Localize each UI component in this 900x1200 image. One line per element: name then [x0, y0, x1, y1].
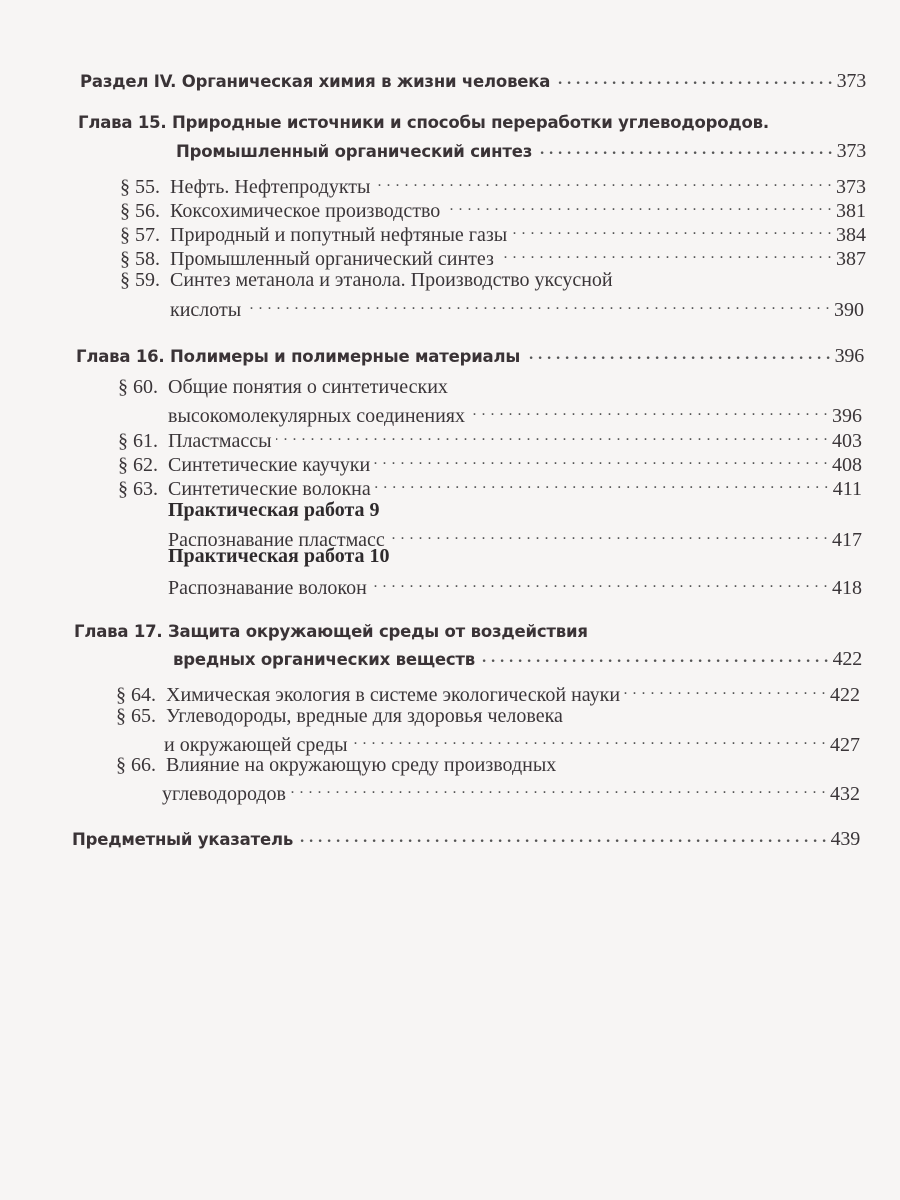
page-number: 381	[836, 200, 866, 222]
dot-leader	[469, 402, 828, 422]
toc-entry	[118, 475, 862, 501]
entry-title: Глава 17. Защита окружающей среды от воздействия	[74, 622, 588, 641]
page-number: 384	[836, 224, 866, 246]
dot-leader	[297, 829, 827, 846]
entry-title: Распознавание волокон	[168, 577, 367, 599]
paragraph-number: § 55.	[120, 176, 160, 198]
index-heading	[72, 828, 860, 854]
chapter-heading	[76, 345, 864, 371]
page-number: 396	[834, 345, 864, 367]
page-number: 396	[832, 405, 862, 427]
toc-entry	[116, 681, 860, 707]
paragraph-number: § 65.	[116, 705, 156, 727]
dot-leader	[389, 526, 828, 546]
entry-title: вредных органических веществ	[173, 650, 476, 669]
toc-entry	[120, 197, 866, 223]
entry-title: высокомолекулярных соединениях	[168, 405, 466, 427]
page-number: 403	[832, 430, 862, 452]
page-number: 432	[830, 783, 860, 805]
entry-title: Влияние на окружающую среду производных	[166, 754, 557, 776]
toc-entry-cont	[168, 402, 862, 428]
entry-title: Синтетические волокна	[168, 478, 371, 500]
paragraph-number: § 57.	[120, 224, 160, 246]
paragraph-number: § 60.	[118, 376, 158, 398]
toc-entry	[118, 427, 862, 453]
paragraph-number: § 66.	[116, 754, 156, 776]
chapter-heading-cont	[173, 648, 862, 674]
section-heading	[80, 70, 866, 96]
practical-work-title	[168, 499, 380, 525]
practical-work-title	[168, 545, 390, 571]
entry-title: Предметный указатель	[72, 830, 294, 849]
toc-entry	[116, 705, 563, 731]
page-number: 408	[832, 454, 862, 476]
toc-entry	[120, 173, 866, 199]
dot-leader	[524, 346, 831, 363]
toc-entry-cont	[162, 780, 860, 806]
page-number: 373	[836, 70, 866, 92]
page-number: 427	[830, 734, 860, 756]
entry-title: Синтетические каучуки	[168, 454, 371, 476]
dot-leader	[444, 197, 832, 217]
entry-title: Общие понятия о синтетических	[168, 376, 448, 398]
page-number: 387	[836, 248, 866, 270]
toc-entry	[120, 269, 613, 295]
entry-title: Коксохимическое производство	[170, 200, 441, 222]
page-number: 439	[830, 828, 860, 850]
entry-title: Промышленный органический синтез	[170, 248, 494, 270]
chapter-heading-cont	[176, 140, 866, 166]
entry-title: Практическая работа 10	[168, 545, 390, 567]
dot-leader	[498, 245, 832, 265]
entry-title: Распознавание пластмасс	[168, 529, 385, 551]
chapter-heading	[74, 622, 588, 648]
page-number: 373	[836, 140, 866, 162]
paragraph-number: § 61.	[118, 430, 158, 452]
toc-entry-cont	[170, 296, 864, 322]
dot-leader	[624, 681, 826, 701]
dot-leader	[375, 475, 829, 495]
entry-title: Практическая работа 9	[168, 499, 380, 521]
dot-leader	[479, 649, 829, 666]
page-number: 422	[830, 684, 860, 706]
dot-leader	[371, 574, 828, 594]
paragraph-number: § 62.	[118, 454, 158, 476]
paragraph-number: § 63.	[118, 478, 158, 500]
page-number: 373	[836, 176, 866, 198]
toc-entry	[120, 245, 866, 271]
entry-title: Глава 16. Полимеры и полимерные материалы	[76, 347, 521, 366]
entry-title: Глава 15. Природные источники и способы переработки углеводородов.	[78, 113, 769, 132]
entry-title: Природный и попутный нефтяные газы	[170, 224, 508, 246]
entry-title: кислоты	[170, 299, 242, 321]
dot-leader	[245, 296, 830, 316]
page-number: 417	[832, 529, 862, 551]
dot-leader	[276, 427, 828, 447]
page-number: 390	[834, 299, 864, 321]
dot-leader	[374, 451, 828, 471]
toc-entry	[120, 221, 866, 247]
practical-work-entry	[168, 574, 862, 600]
chapter-heading	[78, 113, 769, 139]
paragraph-number: § 64.	[116, 684, 156, 706]
dot-leader	[554, 71, 832, 88]
page-number: 418	[832, 577, 862, 599]
dot-leader	[511, 221, 832, 241]
paragraph-number: § 58.	[120, 248, 160, 270]
toc-entry	[118, 376, 448, 402]
toc-entry	[116, 754, 556, 780]
dot-leader	[290, 780, 826, 800]
page-number: 411	[832, 478, 862, 500]
entry-title: Раздел IV. Органическая химия в жизни человека	[80, 72, 551, 91]
entry-title: Нефть. Нефтепродукты	[170, 176, 371, 198]
dot-leader	[374, 173, 832, 193]
dot-leader	[352, 731, 826, 751]
page-number: 422	[832, 648, 862, 670]
toc-entry	[118, 451, 862, 477]
entry-title: Пластмассы	[168, 430, 272, 452]
paragraph-number: § 56.	[120, 200, 160, 222]
paragraph-number: § 59.	[120, 269, 160, 291]
entry-title: Синтез метанола и этанола. Производство уксусной	[170, 269, 613, 291]
entry-title: Углеводороды, вредные для здоровья человека	[166, 705, 563, 727]
entry-title: и окружающей среды	[164, 734, 348, 756]
entry-title: углеводородов	[162, 783, 286, 805]
entry-title: Химическая экология в системе экологической науки	[166, 684, 621, 706]
entry-title: Промышленный органический синтез	[176, 142, 533, 161]
dot-leader	[536, 141, 832, 158]
